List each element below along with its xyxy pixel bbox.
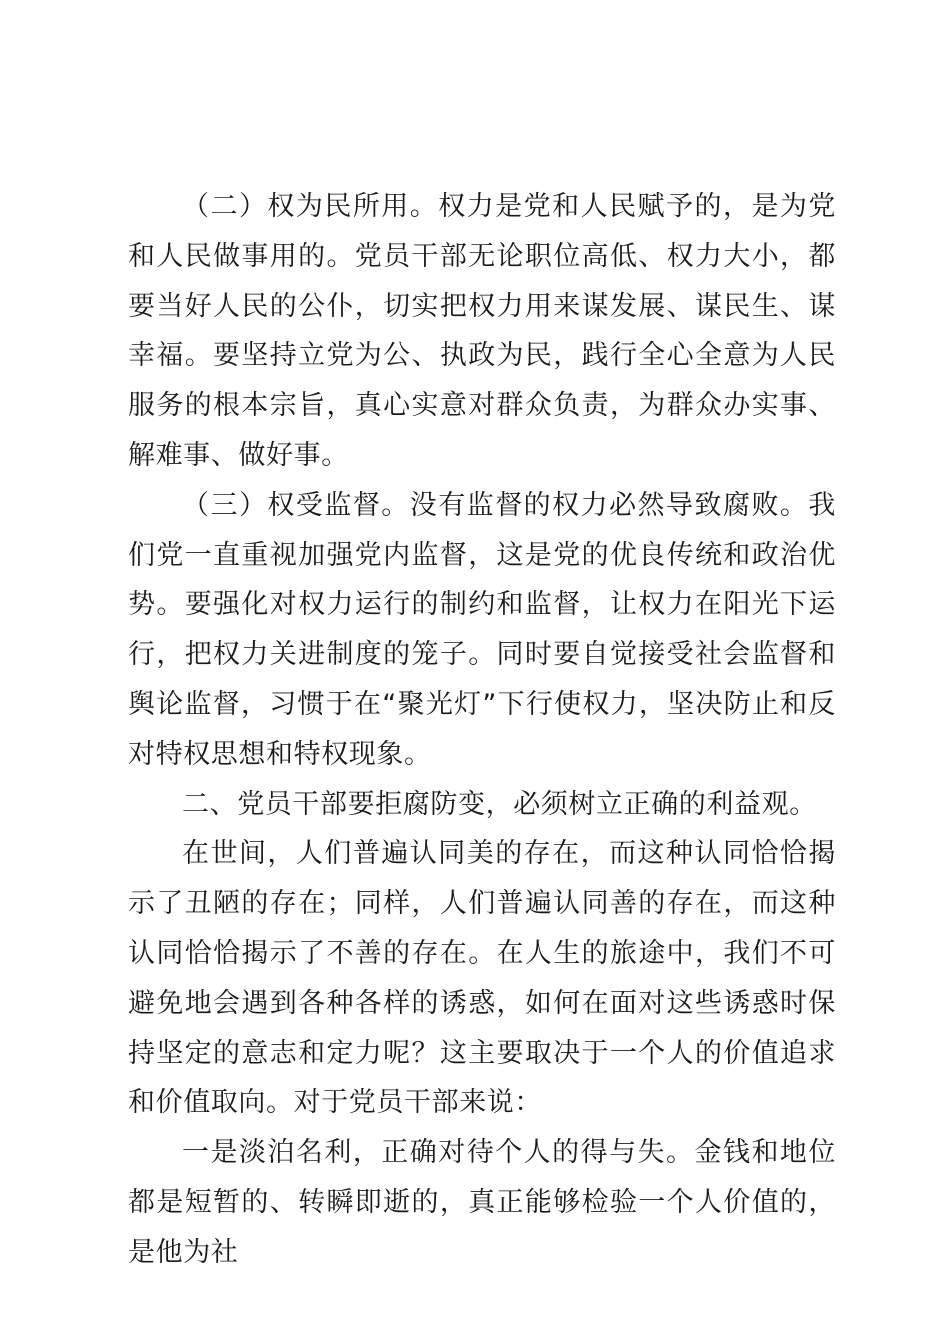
paragraph-power-for-people: （二）权为民所用。权力是党和人民赋予的，是为党和人民做事用的。党员干部无论职位高低、权力大小，都要当好人民的公仆，切实把权力用来谋发展、谋民生、谋幸福。要坚持立党为公、执政为民，践行全心全意为人民服务的根本宗旨，真心实意对群众负责，为群众办实事、解难事、做好事。 [128, 191, 836, 471]
paragraph-temptation: 在世间，人们普遍认同美的存在，而这种认同恰恰揭示了丑陋的存在；同样，人们普遍认同善的存在，而这种认同恰恰揭示了不善的存在。在人生的旅途中，我们不可避免地会遇到各种各样的诱惑，如何在面对这些诱惑时保持坚定的意志和定力呢？这主要取决于一个人的价值追求和价值取向。对于党员干部来说： [128, 838, 836, 1119]
paragraph-indifferent-to-fame: 一是淡泊名利，正确对待个人的得与失。金钱和地位都是短暂的、转瞬即逝的，真正能够检验一个人价值的，是他为社 [128, 1137, 836, 1268]
section-heading-interest-view: 二、党员干部要拒腐防变，必须树立正确的利益观。 [182, 788, 817, 820]
paragraph-power-supervised: （三）权受监督。没有监督的权力必然导致腐败。我们党一直重视加强党内监督，这是党的优良传统和政治优势。要强化对权力运行的制约和监督，让权力在阳光下运行，把权力关进制度的笼子。同时要自觉接受社会监督和舆论监督，习惯于在“聚光灯”下行使权力，坚决防止和反对特权思想和特权现象。 [128, 489, 836, 770]
document-page [128, 182, 836, 1278]
